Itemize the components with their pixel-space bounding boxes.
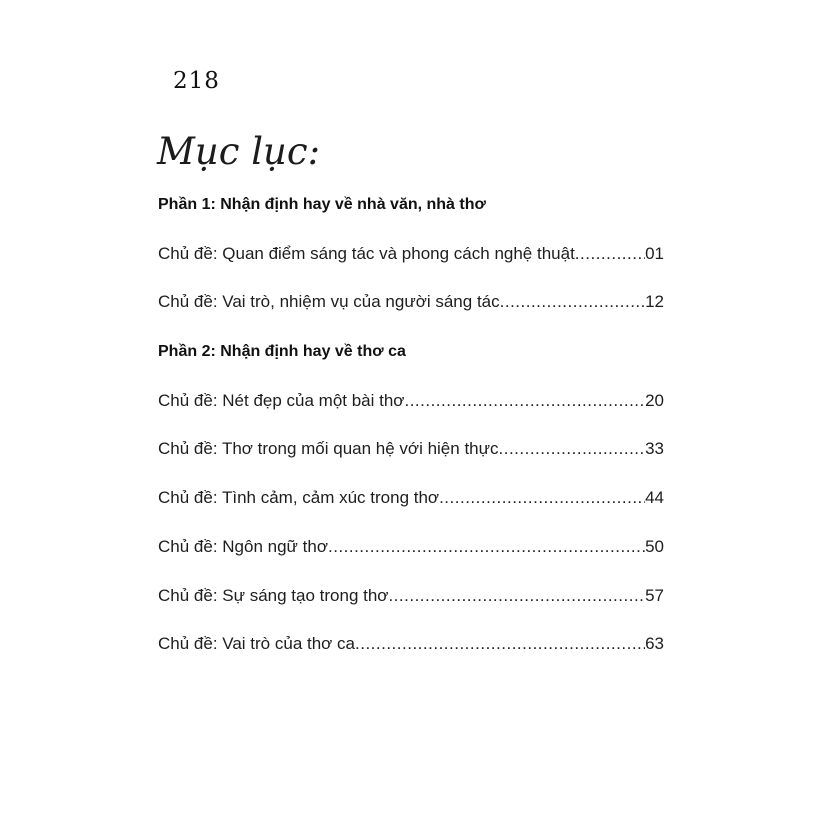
toc-entry-label: Chủ đề: Vai trò, nhiệm vụ của người sáng tác	[158, 292, 500, 311]
toc-entry-label: Chủ đề: Nét đẹp của một bài thơ	[158, 391, 405, 410]
toc-entry	[158, 391, 664, 411]
toc-entry-label: Chủ đề: Tình cảm, cảm xúc trong thơ	[158, 488, 440, 507]
section-heading-part-1: Phần 1: Nhận định hay về nhà văn, nhà thơ	[158, 196, 486, 213]
toc-entry	[158, 537, 664, 557]
dot-leader	[500, 292, 645, 312]
toc-entry-label: Chủ đề: Ngôn ngữ thơ	[158, 537, 328, 556]
toc-entry-page: 12	[645, 292, 664, 311]
toc-entry-page: 63	[645, 634, 664, 653]
toc-entry	[158, 292, 664, 312]
toc-entry	[158, 244, 664, 264]
dot-leader	[499, 439, 646, 459]
toc-entry-page: 50	[645, 537, 664, 556]
section-heading-part-2: Phần 2: Nhận định hay về thơ ca	[158, 343, 406, 360]
toc-entry-label: Chủ đề: Vai trò của thơ ca	[158, 634, 355, 653]
dot-leader	[575, 244, 645, 264]
toc-entry-page: 33	[645, 439, 664, 458]
toc-entry-page: 57	[645, 586, 664, 605]
toc-entry-page: 01	[645, 244, 664, 263]
toc-entry	[158, 586, 664, 606]
dot-leader	[439, 488, 645, 508]
toc-entry-page: 44	[645, 488, 664, 507]
dot-leader	[355, 634, 645, 654]
dot-leader	[388, 586, 645, 606]
toc-entry-label: Chủ đề: Sự sáng tạo trong thơ	[158, 586, 389, 605]
dot-leader	[328, 537, 645, 557]
toc-entry	[158, 634, 664, 654]
dot-leader	[404, 391, 645, 411]
toc-entry-label: Chủ đề: Thơ trong mối quan hệ với hiện thực	[158, 439, 499, 458]
page-number: 218	[173, 68, 220, 94]
toc-entry	[158, 439, 664, 459]
toc-entry	[158, 488, 664, 508]
toc-entry-page: 20	[645, 391, 664, 410]
toc-entry-label: Chủ đề: Quan điểm sáng tác và phong cách nghệ thuật	[158, 244, 575, 263]
page-title: Mục lục:	[157, 130, 321, 173]
